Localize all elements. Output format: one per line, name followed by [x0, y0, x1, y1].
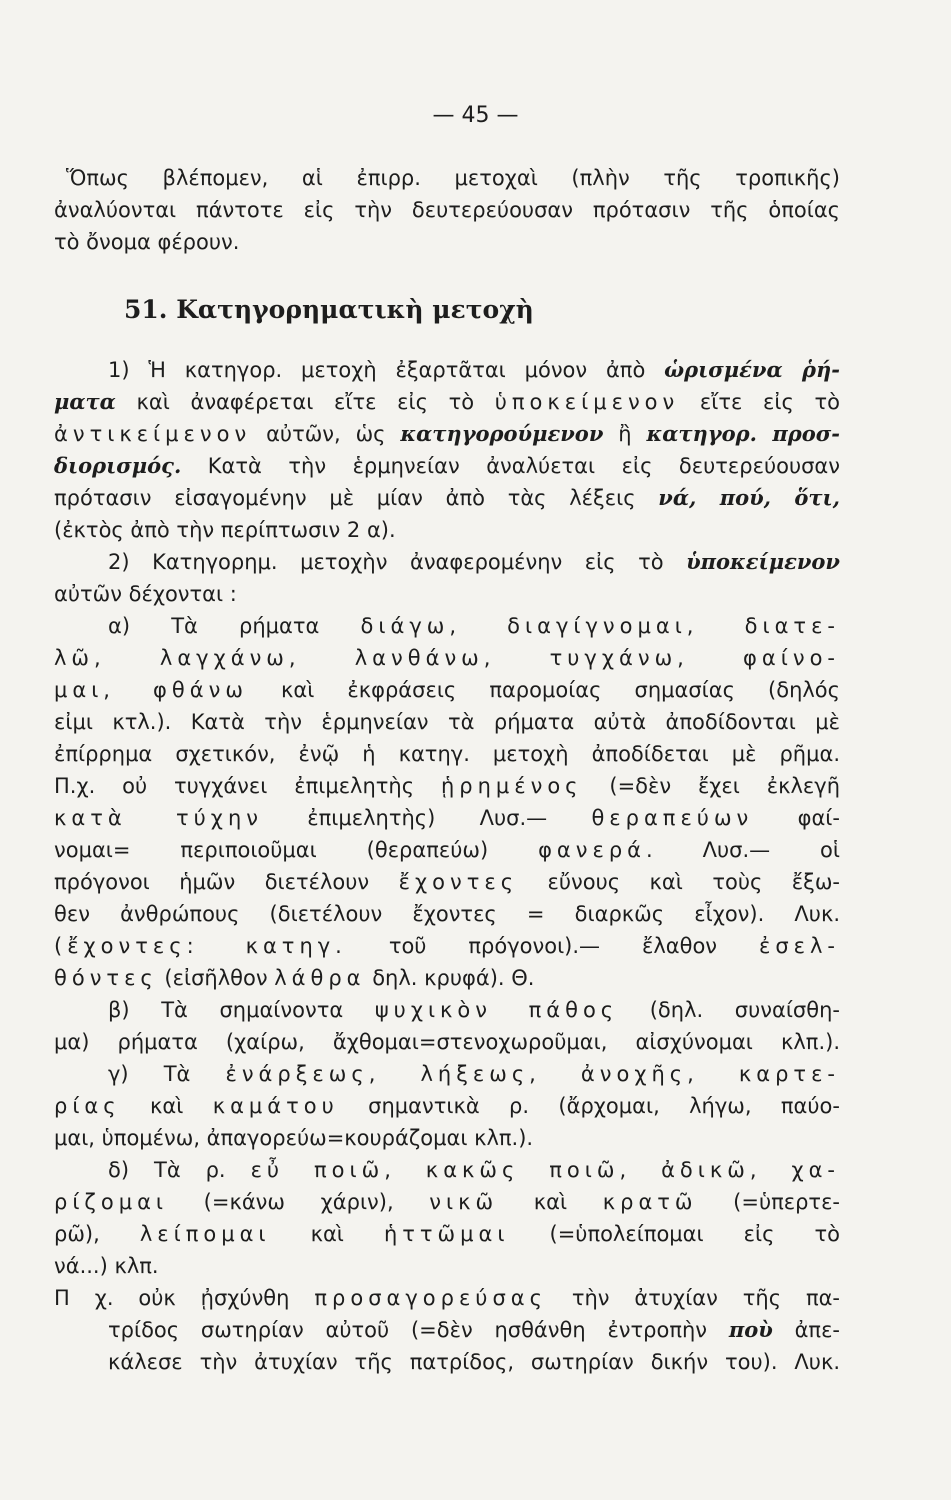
text-line: ἐπίρρημα σχετικόν, ἐνῷ ἡ κατηγ. μετοχὴ ἀποδίδεται μὲ ρῆμα. [54, 742, 840, 766]
text-line: ἀναλύονται πάντοτε εἰς τὴν δευτερεύουσαν πρότασιν τῆς ὁποίας [54, 198, 840, 222]
text-run: καὶ [498, 1190, 603, 1214]
text-line [54, 962, 840, 994]
emphasis-run: ὡρισμένα ῥή- [664, 357, 841, 382]
spaced-run: ψυχικὸν πάθος [374, 998, 619, 1022]
text-run: ἢ [603, 422, 647, 446]
spaced-run: λείπομαι [139, 1222, 271, 1246]
text-line: εἰμι κτλ.). Κατὰ τὴν ἑρμηνείαν τὰ ρήματα αὐτὰ ἀποδίδονται μὲ [54, 710, 840, 734]
spaced-run: ρίζομαι [54, 1190, 169, 1214]
spaced-run: κρατῶ [602, 1190, 698, 1214]
spaced-run: λάθρα [274, 966, 366, 990]
text-run: Π χ. οὐκ ᾐσχύνθη [54, 1286, 315, 1310]
text-run: εἴτε εἰς τὸ [679, 390, 840, 414]
intro-paragraph [54, 162, 840, 258]
text-run: φαί- [753, 806, 840, 830]
text-run: . Λυσ.— οἱ [646, 838, 841, 862]
spaced-run: ᾑρημένος [440, 774, 583, 798]
text-run: καὶ ἀναφέρεται εἴτε εἰς τὸ [115, 390, 495, 414]
section-heading: 51. Κατηγορηματικὴ μετοχὴ [124, 295, 534, 324]
text-line [54, 1090, 840, 1122]
text-line: αὐτῶν δέχονται : [54, 582, 237, 606]
spaced-run: κατὰ τύχην [54, 806, 263, 830]
text-run: α) Τὰ ρήματα [108, 614, 361, 638]
text-line: Ὅπως βλέπομεν, αἱ ἐπιρρ. μετοχαὶ (πλὴν τῆς τροπικῆς) [66, 166, 840, 190]
text-line [54, 546, 840, 578]
spaced-run: μαι, φθάνω [54, 678, 248, 702]
spaced-run: θόντες [54, 966, 158, 990]
text-line [54, 354, 840, 386]
text-run: αὐτῶν, ὡς [251, 422, 401, 446]
spaced-run: ὑποκείμενον [494, 390, 680, 414]
text-line [54, 1154, 840, 1186]
spaced-run: (ἔχοντες: κατηγ. [54, 934, 347, 958]
text-run: τὴν ἀτυχίαν τῆς πα- [546, 1286, 841, 1310]
text-run: ἐπιμελητὴς) Λυσ.— [262, 806, 592, 830]
text-run: ἀπε- [772, 1318, 841, 1342]
text-line: μαι, ὑπομένω, ἀπαγορεύω=κουράζομαι κλπ.). [54, 1126, 534, 1150]
text-line [54, 418, 840, 450]
text-line: λῶ, λαγχάνω, λανθάνω, τυγχάνω, φαίνο- [54, 646, 840, 670]
text-line [54, 1282, 840, 1314]
text-run: πρόγονοι ἡμῶν διετέλουν [54, 870, 399, 894]
text-line [54, 994, 840, 1026]
spaced-run: ρίας [54, 1094, 121, 1118]
text-line [54, 1058, 840, 1090]
text-line [54, 450, 840, 482]
page-number: — 45 — [432, 103, 519, 128]
text-run: εὔνους καὶ τοὺς ἔξω- [518, 870, 840, 894]
text-line: θεν ἀνθρώπους (διετέλουν ἔχοντες = διαρκῶς εἶχον). Λυκ. [54, 902, 840, 926]
emphasis-run: διορισμός. [54, 453, 182, 478]
text-run: ρῶ), [54, 1222, 140, 1246]
emphasis-run: ὑποκείμενον [686, 549, 840, 574]
text-line: κάλεσε τὴν ἀτυχίαν τῆς πατρίδος, σωτηρίαν δικήν του). Λυκ. [108, 1350, 840, 1374]
text-run: πρότασιν εἰσαγομένην μὲ μίαν ἀπὸ τὰς λέξεις [54, 486, 659, 510]
emphasis-run: νά, πού, ὅτι, [658, 485, 840, 510]
text-run: (εἰσῆλθον [157, 966, 275, 990]
text-run: 1) Ἡ κατηγορ. μετοχὴ ἐξαρτᾶται μόνον ἀπὸ [108, 358, 665, 382]
spaced-run: θεραπεύων [591, 806, 754, 830]
text-run: β) Τὰ σημαίνοντα [108, 998, 375, 1022]
text-run: τοῦ πρόγονοι).— ἔλαθον [346, 934, 759, 958]
emphasis-run: ματα [54, 389, 116, 414]
text-line [54, 674, 840, 706]
text-line [54, 386, 840, 418]
text-run: καὶ [120, 1094, 213, 1118]
text-line [54, 930, 840, 962]
text-line [54, 1186, 840, 1218]
text-run: δηλ. κρυφά). Θ. [365, 966, 535, 990]
text-run: καὶ [270, 1222, 384, 1246]
text-line [54, 1218, 840, 1250]
text-run: 2) Κατηγορημ. μετοχὴν ἀναφερομένην εἰς τὸ [108, 550, 687, 574]
text-run: (=κάνω χάριν), [168, 1190, 430, 1214]
section-body [54, 354, 840, 1378]
text-line [54, 482, 840, 514]
text-line: τὸ ὄνομα φέρουν. [54, 230, 240, 254]
text-line: νά...) κλπ. [54, 1254, 159, 1278]
text-line [54, 1314, 840, 1346]
emphasis-run: κατηγορ. προσ- [646, 421, 840, 446]
text-line [54, 866, 840, 898]
text-run: γ) Τὰ [108, 1062, 226, 1086]
text-line [54, 610, 840, 642]
spaced-run: ἔχοντες [398, 870, 519, 894]
text-run: σημαντικὰ ρ. (ἄρχομαι, λήγω, παύο- [338, 1094, 840, 1118]
text-run: τρίδος σωτηρίαν αὐτοῦ (=δὲν ησθάνθη ἐντροπὴν [108, 1318, 729, 1342]
text-line: (ἐκτὸς ἀπὸ τὴν περίπτωσιν 2 α). [54, 518, 396, 542]
spaced-run: ἀντικείμενον [54, 422, 252, 446]
text-run: (=δὲν ἔχει ἐκλεγῆ [582, 774, 840, 798]
text-run: Π.χ. οὐ τυγχάνει ἐπιμελητὴς [54, 774, 441, 798]
spaced-run: νικῶ [429, 1190, 499, 1214]
text-line: μα) ρήματα (χαίρω, ἄχθομαι=στενοχωροῦμαι, αἰσχύνομαι κλπ.). [54, 1030, 840, 1054]
text-line [54, 770, 840, 802]
text-run: (=ὑπολείπομαι εἰς τὸ [509, 1222, 840, 1246]
spaced-run: διάγω, διαγίγνομαι, διατε- [360, 614, 841, 638]
text-run: (=ὑπερτε- [697, 1190, 840, 1214]
text-line [54, 834, 840, 866]
spaced-run: καμάτου [212, 1094, 339, 1118]
spaced-run: προσαγορεύσας [314, 1286, 547, 1310]
text-run: Κατὰ τὴν ἑρμηνείαν ἀναλύεται εἰς δευτερεύουσαν [181, 454, 840, 478]
spaced-run: φανερά [538, 838, 647, 862]
spaced-run: ἐνάρξεως, λήξεως, ἀνοχῆς, καρτε- [225, 1062, 840, 1086]
text-run: (δηλ. συναίσθη- [618, 998, 840, 1022]
spaced-run: ἡττῶμαι [383, 1222, 510, 1246]
text-run: δ) Τὰ ρ. [108, 1158, 251, 1182]
text-run: νομαι= περιποιοῦμαι (θεραπεύω) [54, 838, 539, 862]
emphasis-run: ποὺ [728, 1317, 773, 1342]
text-run: καὶ ἐκφράσεις παρομοίας σημασίας (δηλός [247, 678, 840, 702]
text-line [54, 802, 840, 834]
emphasis-run: κατηγορούμενον [400, 421, 604, 446]
spaced-run: ἐσελ- [758, 934, 840, 958]
spaced-run: εὖ ποιῶ, κακῶς ποιῶ, ἀδικῶ, χα- [250, 1158, 840, 1182]
